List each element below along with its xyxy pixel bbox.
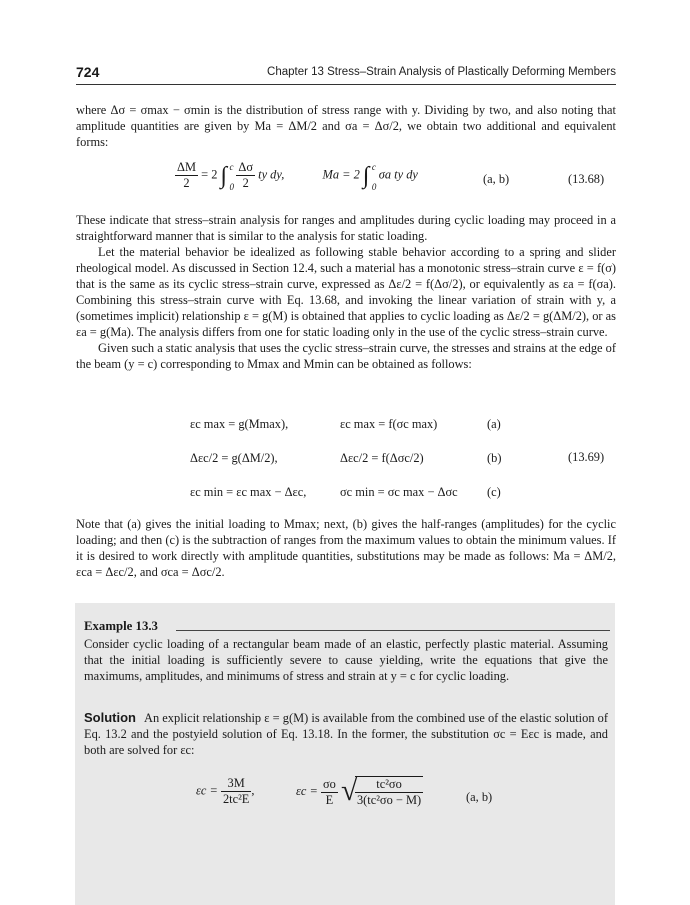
eq1369-row-c-right: σc min = σc max − Δσc xyxy=(340,485,458,499)
example-eq-a xyxy=(196,776,254,807)
integral-upper-b: c xyxy=(371,161,376,172)
integral-upper: c xyxy=(229,161,234,172)
example-solution xyxy=(84,710,608,758)
eq1369-row-b-label: (b) xyxy=(487,451,502,465)
paragraph-4: Given such a static analysis that uses the cyclic stress–strain curve, the stresses and strains at the edge of the beam (y = c) corresponding to Mmax and Mmin can be obtained as follows: xyxy=(76,341,616,371)
example-eq-a-num: 3M xyxy=(221,776,251,792)
page-number: 724 xyxy=(76,64,100,80)
integral-sign: ∫ c 0 xyxy=(221,163,228,189)
example-title: Example 13.3 xyxy=(84,619,158,633)
page-header xyxy=(76,64,616,84)
example-eq-b-lhs: εc = xyxy=(296,783,318,798)
integral-lower: 0 xyxy=(229,181,234,192)
eq1368-number: (13.68) xyxy=(568,172,605,186)
example-eq-b-fraction xyxy=(321,777,338,808)
eq1369-row-a-left: εc max = g(Mmax), xyxy=(190,417,289,431)
example-problem xyxy=(84,636,608,684)
example-problem-text: Consider cyclic loading of a rectangular beam made of an elastic, perfectly plastic material. Assuming that the initial loading is sufficiently severe to cause yielding, write the equations that give the maximums, amplitudes, and minimums of stress and strain at y = c for cyclic loading. xyxy=(84,637,608,683)
eq1368-lhs-den: 2 xyxy=(183,176,190,190)
radicand-den: 3(tc²σo − M) xyxy=(356,793,422,807)
eq1369-row-b-left: Δεc/2 = g(ΔM/2), xyxy=(190,451,278,465)
eq1368-inner-fraction xyxy=(236,160,255,191)
eq1369-row-c-left: εc min = εc max − Δεc, xyxy=(190,485,307,499)
example-title-rule xyxy=(176,630,610,631)
solution-label: Solution xyxy=(84,710,136,725)
solution-text: An explicit relationship ε = g(M) is available from the combined use of the elastic solution of Eq. 13.2 and the postyield solution of Eq. 13.18. In the former, the substitution σc = Eεc is made, and both are solved for εc: xyxy=(84,711,608,757)
square-root xyxy=(341,776,423,808)
integral-lower-b: 0 xyxy=(371,181,377,192)
example-eq-a-lhs: εc = xyxy=(196,783,218,798)
example-eq-a-fraction xyxy=(221,776,251,807)
eq1369-row-c-label: (c) xyxy=(487,485,501,499)
example-eq-b-den: E xyxy=(325,792,334,807)
eq1369-row-a-right: εc max = f(σc max) xyxy=(340,417,438,431)
example-eq-label: (a, b) xyxy=(466,790,493,804)
example-eq-a-comma: , xyxy=(251,783,255,798)
example-eq-b-num: σo xyxy=(322,776,336,791)
paragraph-2: These indicate that stress–strain analysis for ranges and amplitudes during cyclic loading may proceed in a straightforward manner that is similar to the analysis for static loading. xyxy=(76,213,616,243)
running-title: Chapter 13 Stress–Strain Analysis of Plastically Deforming Members xyxy=(267,66,616,78)
paragraph-5 xyxy=(76,516,616,580)
eq1369-row-a-label: (a) xyxy=(487,417,501,431)
eq1368-tail-b: σa ty dy xyxy=(378,167,418,182)
paragraph-3: Let the material behavior be idealized as following stable behavior according to a spring and slider rheological model. As discussed in Section 12.4, such a material has a monotonic stress–strain curve ε = f(σ) that is the same as its cyclic stress–strain curve, expressed as Δε/2 = f(Δσ/2), or equivalently as εa = f(σa). Combining this stress–strain curve with Eq. 13.68, and invoking the linear variation of strain with y, a (sometimes implicit) relationship ε = g(M) is obtained that applies to cyclic loading as Δε/2 = g(ΔM/2), or as εa = g(Ma). The analysis differs from one for static loading only in the use of the cyclic stress–strain curve. xyxy=(76,245,616,339)
eq1368-lhs-fraction xyxy=(175,160,198,191)
eq1368-label: (a, b) xyxy=(483,172,510,186)
eq1368-rhs-lhs: Ma = 2 xyxy=(322,167,360,182)
paragraph-1 xyxy=(76,102,616,150)
eq1368-frac-den: 2 xyxy=(242,176,249,190)
eq1368-lhs-num: ΔM xyxy=(177,160,196,174)
radical-sign: √ xyxy=(340,774,358,807)
eq1369-number: (13.69) xyxy=(568,450,605,464)
paragraph-group xyxy=(76,212,616,372)
integral-sign-b: ∫ c 0 xyxy=(363,163,370,189)
header-rule xyxy=(76,84,616,85)
example-eq-b xyxy=(296,776,423,808)
radicand-fraction xyxy=(355,777,423,808)
eq1369-row-b-right: Δεc/2 = f(Δσc/2) xyxy=(340,451,424,465)
eq1368-tail-a: ty dy, xyxy=(258,167,285,182)
radicand xyxy=(355,776,423,808)
eq1368-frac-num: Δσ xyxy=(238,160,254,174)
radicand-num: tc²σo xyxy=(355,777,423,793)
paragraph-5-text: Note that (a) gives the initial loading to Mmax; next, (b) gives the half-ranges (amplitudes) for the cyclic loading; and then (c) is the subtraction of ranges from the maximum values to obtain the minimum values. If it is desired to work directly with amplitude quantities, substitutions may be made as follows: Ma = ΔM/2, εca = Δεc/2, and σca = Δσc/2. xyxy=(76,517,616,579)
example-eq-a-den: 2tc²E xyxy=(222,792,250,806)
eq1368-equals-two: = 2 xyxy=(201,167,218,182)
paragraph-1-text: where Δσ = σmax − σmin is the distribution of stress range with y. Dividing by two, and also noting that amplitude quantities are given by Ma = ΔM/2 and σa = Δσ/2, we obtain two additional and equivalent forms: xyxy=(76,103,616,149)
equation-13-68 xyxy=(175,160,418,191)
